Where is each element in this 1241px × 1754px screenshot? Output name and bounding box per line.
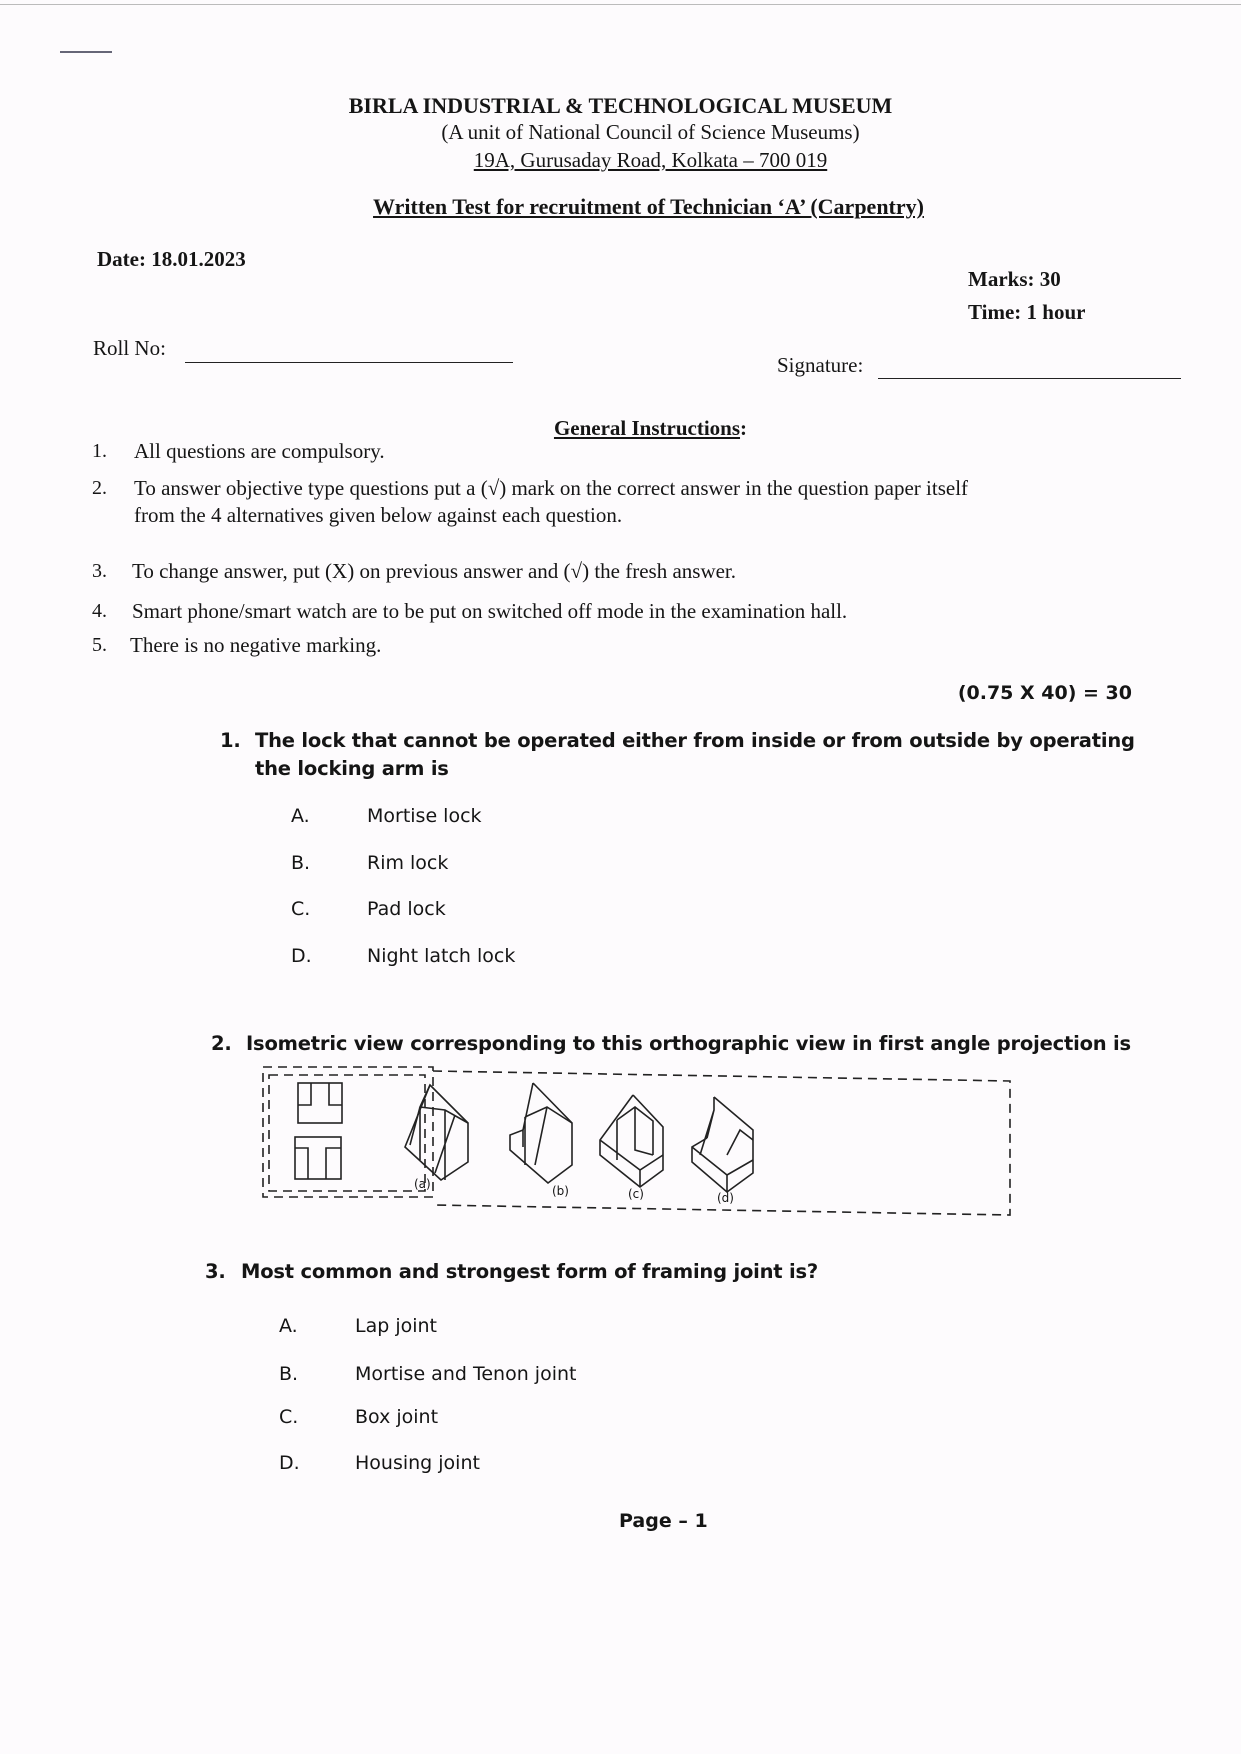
page-number: Page – 1	[619, 1510, 708, 1532]
isometric-option-b	[510, 1083, 572, 1183]
instructions-heading-colon: :	[740, 416, 748, 440]
option-text[interactable]: Mortise and Tenon joint	[355, 1363, 577, 1385]
exam-time: Time: 1 hour	[968, 300, 1086, 324]
roll-no-label: Roll No:	[93, 336, 166, 360]
question-number: 2.	[211, 1032, 232, 1055]
option-letter[interactable]: A.	[291, 805, 310, 827]
option-text[interactable]: Housing joint	[355, 1452, 480, 1474]
option-letter[interactable]: D.	[291, 945, 312, 967]
option-letter[interactable]: D.	[279, 1452, 300, 1474]
instruction-number: 4.	[92, 600, 107, 622]
option-text[interactable]: Mortise lock	[367, 805, 482, 827]
exam-date: Date: 18.01.2023	[97, 247, 246, 271]
question-text: Isometric view corresponding to this orthographic view in first angle projection is	[246, 1032, 1131, 1055]
instruction-number: 1.	[92, 440, 107, 462]
instruction-number: 5.	[92, 634, 107, 656]
instruction-text: There is no negative marking.	[130, 633, 382, 657]
option-text[interactable]: Box joint	[355, 1406, 439, 1428]
figure-label-c: (c)	[628, 1187, 644, 1201]
scan-top-edge	[0, 4, 1241, 5]
question-text: Most common and strongest form of framing joint is?	[241, 1260, 819, 1283]
option-letter[interactable]: C.	[291, 898, 311, 920]
question-text: The lock that cannot be operated either from inside or from outside by operating	[255, 729, 1135, 752]
option-letter[interactable]: A.	[279, 1315, 298, 1337]
option-text[interactable]: Pad lock	[367, 898, 446, 920]
instruction-text-continued: from the 4 alternatives given below against each question.	[134, 503, 623, 527]
institution-address: 19A, Gurusaday Road, Kolkata – 700 019	[473, 148, 828, 172]
option-text[interactable]: Lap joint	[355, 1315, 438, 1337]
option-text[interactable]: Night latch lock	[367, 945, 516, 967]
isometric-option-c	[600, 1095, 663, 1187]
outer-dashed-box	[263, 1067, 433, 1197]
option-text[interactable]: Rim lock	[367, 852, 449, 874]
scan-mark	[60, 51, 112, 53]
option-letter[interactable]: B.	[291, 852, 311, 874]
total-marks: Marks: 30	[968, 267, 1061, 291]
signature-label: Signature:	[777, 353, 864, 377]
figure-label-b: (b)	[552, 1184, 569, 1198]
question-number: 3.	[205, 1260, 226, 1283]
instruction-number: 2.	[92, 477, 107, 499]
isometric-option-d	[692, 1097, 753, 1192]
instruction-text: All questions are compulsory.	[134, 439, 385, 463]
roll-no-field[interactable]	[185, 362, 513, 363]
figure-label-d: (d)	[717, 1191, 734, 1205]
option-letter[interactable]: C.	[279, 1406, 299, 1428]
marks-formula: (0.75 X 40) = 30	[957, 682, 1132, 704]
institution-name: BIRLA INDUSTRIAL & TECHNOLOGICAL MUSEUM	[348, 93, 893, 118]
isometric-option-a	[405, 1085, 468, 1180]
inner-dashed-box	[269, 1075, 425, 1191]
signature-field[interactable]	[878, 378, 1181, 379]
institution-subtitle: (A unit of National Council of Science Museums)	[441, 120, 860, 144]
question-text-continued: the locking arm is	[255, 757, 449, 780]
orthographic-views	[295, 1083, 342, 1179]
instructions-heading	[30, 416, 1241, 441]
instruction-text: Smart phone/smart watch are to be put on switched off mode in the examination hall.	[132, 599, 848, 623]
test-title: Written Test for recruitment of Technician ‘A’ (Carpentry)	[373, 194, 924, 219]
instruction-number: 3.	[92, 560, 107, 582]
instructions-heading-text: General Instructions	[553, 416, 741, 440]
instruction-text: To change answer, put (X) on previous answer and (√) the fresh answer.	[132, 559, 737, 583]
figure-label-a: (a)	[414, 1177, 431, 1191]
question-number: 1.	[220, 729, 241, 752]
instruction-text: To answer objective type questions put a (√) mark on the correct answer in the question paper itself	[134, 476, 969, 500]
option-letter[interactable]: B.	[279, 1363, 299, 1385]
